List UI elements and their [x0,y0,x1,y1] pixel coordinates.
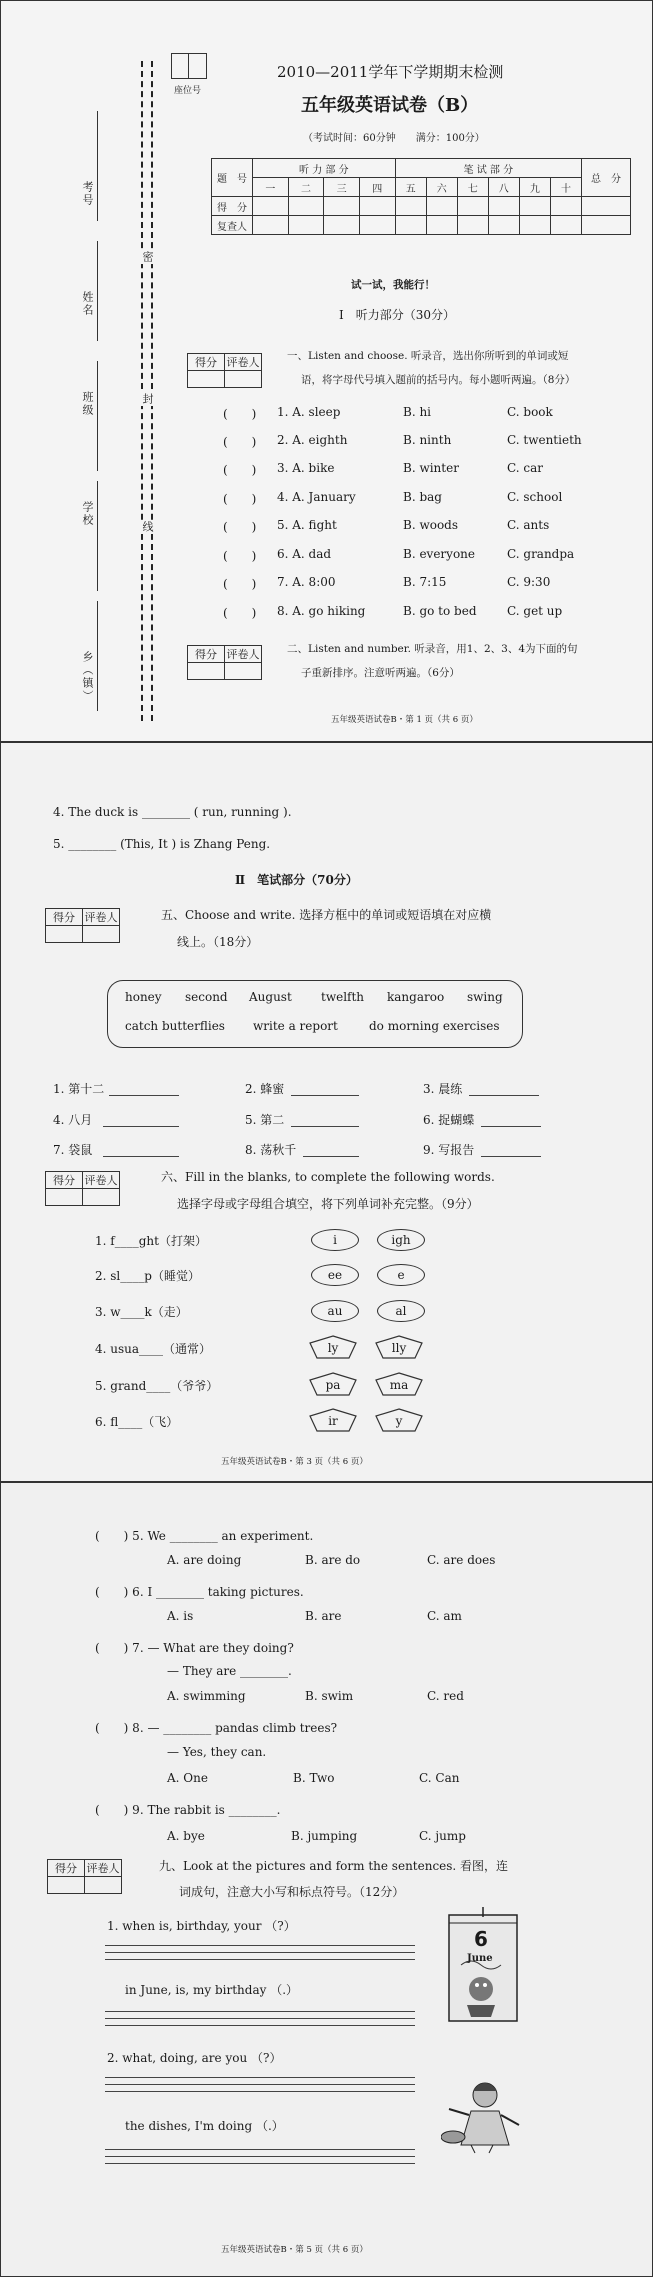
q6-option-text: pa [325,1378,341,1392]
answer-blank[interactable] [291,1126,359,1127]
q8-option-a: A. are doing [167,1553,242,1567]
grader-checker-cell[interactable] [85,1877,122,1894]
option-c: C. get up [507,604,563,618]
score-cell[interactable] [457,197,488,216]
checker-cell[interactable] [488,216,519,235]
grader-checker-cell[interactable] [225,663,262,680]
grader-checker-cell[interactable] [83,926,120,943]
q5-instruction-1: 五、Choose and write. 选择方框中的单词或短语填在对应横 [161,908,492,922]
calendar-illustration [447,1905,519,2023]
q8-option-b: B. Two [293,1771,335,1785]
q8-extra: — Yes, they can. [167,1745,267,1759]
score-row-label: 得 分 [212,197,253,216]
writing-line[interactable] [105,1945,415,1946]
q6-option-text: lly [391,1341,407,1355]
grader-score-cell[interactable] [188,371,225,388]
writing-line[interactable] [105,2149,415,2150]
word-bank-item: catch butterflies [125,1019,225,1033]
word-bank-item: do morning exercises [369,1019,500,1033]
exam-title-year: 2010—2011学年下学期期末检测 [277,63,504,81]
class-label: 班级 [81,391,94,417]
option-b: B. hi [403,405,432,419]
q8-option-a: A. One [167,1771,208,1785]
answer-paren[interactable]: ( ) [223,492,257,506]
q6-option-text: ly [327,1341,339,1355]
score-col-4: 四 [359,178,395,197]
grader-score-label: 得分 [48,1860,85,1877]
q5-item: 8. 荡秋千 [245,1143,297,1157]
exam-no-line[interactable] [97,111,98,221]
option-c: C. school [507,490,563,504]
q8-stem: ( ) 5. We ________ an experiment. [95,1529,314,1543]
q8-option-b: B. jumping [291,1829,358,1843]
grader-score-label: 得分 [188,646,225,663]
q6-option-text: ir [328,1414,338,1428]
q6-option[interactable]: al [377,1300,425,1322]
school-line[interactable] [97,481,98,591]
q9-instruction-1: 九、Look at the pictures and form the sentences. 看图，连 [159,1859,509,1873]
answer-paren[interactable]: ( ) [223,606,257,620]
answer-blank[interactable] [103,1156,179,1157]
grader-checker-cell[interactable] [83,1189,120,1206]
page-footer: 五年级英语试卷B・第 1 页（共 6 页） [331,715,478,725]
q8-extra: — They are ________. [167,1664,292,1678]
answer-paren[interactable]: ( ) [223,549,257,563]
q6-option[interactable] [309,1408,357,1432]
name-line[interactable] [97,241,98,341]
q6-option-text: y [395,1414,403,1428]
q8-stem: ( ) 9. The rabbit is ________. [95,1803,281,1817]
checker-cell[interactable] [519,216,550,235]
score-cell[interactable] [550,197,581,216]
q8-stem: ( ) 8. — ________ pandas climb trees? [95,1721,338,1735]
q5-item: 7. 袋鼠 [53,1143,93,1157]
grader-score-cell[interactable] [188,663,225,680]
calendar-day: 6 [474,1927,488,1951]
checker-cell[interactable] [359,216,395,235]
calendar-icon [447,1905,519,2023]
writing-line[interactable] [105,2011,415,2012]
q8-stem: ( ) 7. — What are they doing? [95,1641,294,1655]
exam-no-label: 考号 [81,181,94,207]
q6-option[interactable]: igh [377,1229,425,1251]
section-2-title: Ⅱ 笔试部分（70分） [235,873,358,887]
word-bank-item: swing [467,990,503,1004]
answer-blank[interactable] [481,1156,541,1157]
grader-score-label: 得分 [188,354,225,371]
q6-option-text: ma [389,1378,409,1392]
answer-paren[interactable]: ( ) [223,520,257,534]
q8-option-c: C. jump [419,1829,466,1843]
option-c: C. twentieth [507,433,582,447]
writing-line[interactable] [105,2163,415,2164]
word-bank-item: second [185,990,228,1004]
binding-word-mi: 密 [141,251,154,264]
option-b: B. ninth [403,433,452,447]
checker-cell[interactable] [288,216,324,235]
q6-word: 5. grand____（爷爷） [95,1379,219,1393]
grader-checker-label: 评卷人 [83,909,120,926]
q5-item: 6. 捉蝴蝶 [423,1113,475,1127]
score-cell[interactable] [519,197,550,216]
q5-item: 1. 第十二 [53,1082,105,1096]
checker-cell[interactable] [426,216,457,235]
q5-item: 9. 写报告 [423,1143,475,1157]
score-col-10: 十 [550,178,581,197]
grader-checker-label: 评卷人 [83,1172,120,1189]
answer-blank[interactable] [481,1126,541,1127]
q8-option-b: B. swim [305,1689,354,1703]
answer-blank[interactable] [103,1126,179,1127]
q1-instruction-1: 一、Listen and choose. 听录音，选出你所听到的单词或短 [287,350,569,362]
q6-word: 6. fl____（飞） [95,1415,179,1429]
answer-paren[interactable]: ( ) [223,577,257,591]
q5-instruction-2: 线上。（18分） [177,935,259,949]
exam-page-3 [0,742,653,1482]
q8-option-c: C. Can [419,1771,460,1785]
option-b: B. bag [403,490,442,504]
answer-blank[interactable] [469,1095,539,1096]
score-col-6: 六 [426,178,457,197]
q9-instruction-2: 词成句，注意大小写和标点符号。（12分） [179,1885,405,1899]
option-c: C. car [507,461,543,475]
grader-box-q1 [187,353,262,388]
option-b: B. woods [403,518,459,532]
seat-number-label: 座位号 [174,86,202,96]
grader-box-q2 [187,645,262,680]
answer-paren[interactable]: ( ) [223,435,257,449]
q6-option[interactable]: au [311,1300,359,1322]
q6-option[interactable] [375,1408,423,1432]
option-c: C. book [507,405,553,419]
q6-instruction-2: 选择字母或字母组合填空，将下列单词补充完整。（9分） [177,1197,479,1211]
page-footer: 五年级英语试卷B・第 5 页（共 6 页） [221,2245,368,2255]
checker-cell[interactable] [550,216,581,235]
q6-instruction-1: 六、Fill in the blanks, to complete the following words. [161,1170,495,1184]
school-label: 学校 [81,501,94,527]
word-bank-item: August [249,990,292,1004]
q2-instruction-2: 子重新排序。注意听两遍。（6分） [301,667,460,679]
score-cell[interactable] [488,197,519,216]
exam-page-1 [0,0,653,742]
section-1-title: Ⅰ 听力部分（30分） [339,308,456,322]
class-line[interactable] [97,361,98,471]
checker-cell[interactable] [395,216,426,235]
answer-blank[interactable] [303,1156,359,1157]
sentence-1-response-prompt: in June, is, my birthday （.） [125,1983,299,1997]
answer-blank[interactable] [109,1095,179,1096]
answer-blank[interactable] [291,1095,359,1096]
q1-instruction-2: 语，将字母代号填入题前的括号内。每小题听两遍。（8分） [301,374,576,386]
option-b: B. go to bed [403,604,477,618]
q8-option-a: A. is [167,1609,194,1623]
binding-line-left [141,61,143,721]
option-b: B. everyone [403,547,475,561]
score-cell[interactable] [582,197,631,216]
writing-line[interactable] [105,2018,415,2019]
writing-line[interactable] [105,2077,415,2078]
option-a: 5. A. fight [277,518,337,532]
girl-washing-dishes-icon [441,2075,527,2155]
score-table-writing: 笔 试 部 分 [395,159,581,178]
grader-box-q6 [45,1171,120,1206]
score-table-total: 总 分 [582,159,631,197]
answer-paren[interactable]: ( ) [223,407,257,421]
binding-word-feng: 封 [141,393,154,406]
q8-stem: ( ) 6. I ________ taking pictures. [95,1585,304,1599]
binding-word-xian: 线 [141,521,154,534]
q6-option[interactable]: ee [311,1264,359,1286]
writing-line[interactable] [105,2084,415,2085]
q8-option-b: B. are [305,1609,342,1623]
sentence-2-prompt: 2. what, doing, are you （?） [107,2051,282,2065]
sentence-1-prompt: 1. when is, birthday, your （?） [107,1919,296,1933]
option-a: 7. A. 8:00 [277,575,336,589]
writing-line[interactable] [105,1952,415,1953]
grader-score-cell[interactable] [48,1877,85,1894]
q8-option-b: B. are do [305,1553,361,1567]
writing-line[interactable] [105,2091,415,2092]
checker-cell[interactable] [457,216,488,235]
q6-option[interactable] [375,1372,423,1396]
score-cell[interactable] [253,197,289,216]
score-cell[interactable] [426,197,457,216]
binding-line-right [151,61,153,721]
grader-checker-label: 评卷人 [85,1860,122,1877]
option-a: 6. A. dad [277,547,332,561]
grader-score-cell[interactable] [46,926,83,943]
seat-number-box[interactable] [171,53,207,79]
writing-line[interactable] [105,1959,415,1960]
grader-box-q5 [45,908,120,943]
option-c: C. 9:30 [507,575,551,589]
score-col-3: 三 [324,178,360,197]
score-table-header-no: 题 号 [212,159,253,197]
page-footer: 五年级英语试卷B・第 3 页（共 6 页） [221,1457,368,1467]
grader-checker-label: 评卷人 [225,646,262,663]
sentence-2-response-prompt: the dishes, I'm doing （.） [125,2119,284,2133]
option-a: 4. A. January [277,490,356,504]
slogan: 试一试，我能行！ [351,279,435,291]
q6-option[interactable]: e [377,1264,425,1286]
grader-checker-cell[interactable] [225,371,262,388]
exam-page-5 [0,1482,653,2277]
checker-cell[interactable] [324,216,360,235]
score-cell[interactable] [395,197,426,216]
q5-sentence: 5. ________ (This, It ) is Zhang Peng. [53,837,271,851]
checker-cell[interactable] [582,216,631,235]
q6-option[interactable] [375,1335,423,1359]
writing-line[interactable] [105,2025,415,2026]
score-col-8: 八 [488,178,519,197]
word-bank-item: kangaroo [387,990,445,1004]
calendar-month: June [467,1953,493,1964]
q6-word: 1. f____ght（打架） [95,1234,207,1248]
q5-item: 3. 晨练 [423,1082,463,1096]
town-line[interactable] [97,601,98,711]
word-bank-item: twelfth [321,990,365,1004]
q6-word: 2. sl____p（睡觉） [95,1269,200,1283]
exam-title-main: 五年级英语试卷（B） [301,95,479,116]
option-a: 2. A. eighth [277,433,348,447]
option-a: 8. A. go hiking [277,604,366,618]
option-c: C. ants [507,518,550,532]
q8-option-c: C. red [427,1689,464,1703]
name-label: 姓名 [81,291,94,317]
option-b: B. winter [403,461,459,475]
answer-paren[interactable]: ( ) [223,463,257,477]
score-col-7: 七 [457,178,488,197]
option-c: C. grandpa [507,547,575,561]
score-col-2: 二 [288,178,324,197]
q6-word: 4. usua____（通常） [95,1342,212,1356]
q5-item: 4. 八月 [53,1113,93,1127]
q6-option[interactable] [309,1372,357,1396]
q8-option-c: C. are does [427,1553,496,1567]
writing-line[interactable] [105,2156,415,2157]
option-b: B. 7:15 [403,575,447,589]
q4-sentence: 4. The duck is ________ ( run, running ). [53,805,292,819]
q6-option[interactable] [309,1335,357,1359]
q8-option-a: A. bye [167,1829,205,1843]
score-cell[interactable] [359,197,395,216]
town-label: 乡（镇） [81,651,94,703]
q6-word: 3. w____k（走） [95,1305,188,1319]
score-table [211,158,631,235]
q8-option-c: C. am [427,1609,462,1623]
exam-info: （考试时间：60分钟 满分：100分） [303,133,485,144]
grader-score-label: 得分 [46,1172,83,1189]
q5-item: 5. 第二 [245,1113,285,1127]
option-a: 1. A. sleep [277,405,341,419]
grader-score-label: 得分 [46,909,83,926]
q2-instruction-1: 二、Listen and number. 听录音，用1、2、3、4为下面的句 [287,643,578,655]
score-cell[interactable] [288,197,324,216]
word-bank-box [107,980,523,1048]
score-col-5: 五 [395,178,426,197]
score-table-listening: 听 力 部 分 [253,159,396,178]
option-a: 3. A. bike [277,461,335,475]
score-col-1: 一 [253,178,289,197]
grader-score-cell[interactable] [46,1189,83,1206]
word-bank-item: write a report [253,1019,338,1033]
grader-box-q9 [47,1859,122,1894]
score-cell[interactable] [324,197,360,216]
q5-item: 2. 蜂蜜 [245,1082,285,1096]
checker-cell[interactable] [253,216,289,235]
checker-row-label: 复查人 [212,216,253,235]
grader-checker-label: 评卷人 [225,354,262,371]
q8-option-a: A. swimming [167,1689,246,1703]
q6-option[interactable]: i [311,1229,359,1251]
word-bank-item: honey [125,990,162,1004]
score-col-9: 九 [519,178,550,197]
washing-dishes-illustration [441,2075,527,2155]
